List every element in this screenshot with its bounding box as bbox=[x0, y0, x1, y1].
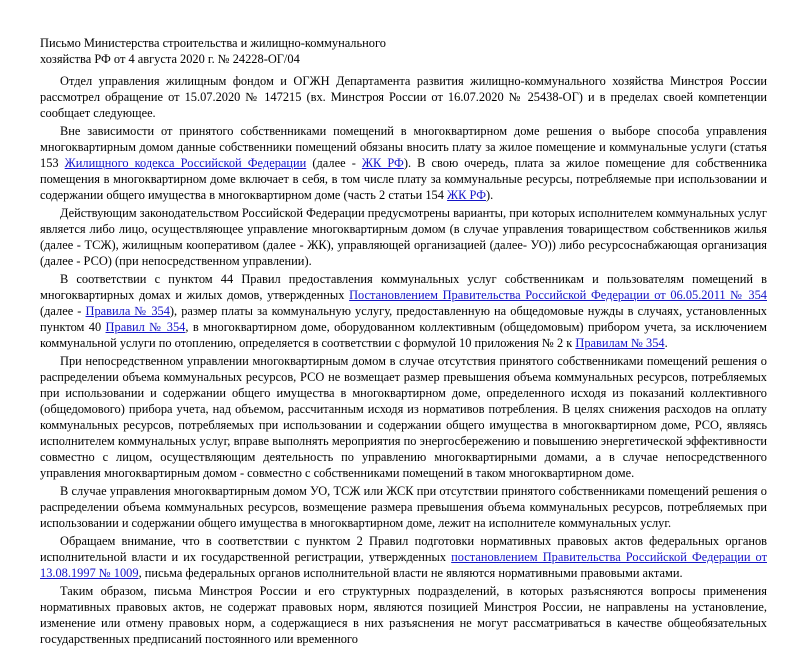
link-resolution-354[interactable]: Постановлением Правительства Российской Федерации от 06.05.2011 № 354 bbox=[349, 288, 767, 302]
text-fragment: ). В свою очередь, плата за жилое помещение для собственника помещения в многоквартирном доме включает в себя, в том числе плату за коммунальные ресурсы, потребляемые при использовании и содержании общего имущества в многоквартирном доме (часть 2 статьи 154 bbox=[40, 156, 767, 202]
link-zhk-rf[interactable]: ЖК РФ bbox=[361, 156, 404, 170]
link-rules-354[interactable]: Правила № 354 bbox=[85, 304, 170, 318]
paragraph-managing-organization: В случае управления многоквартирным домом УО, ТСЖ или ЖСК при отсутствии принятого собственниками помещений решения о распределении объема коммунальных ресурсов, возмещение размера превышения объема коммунальных ресурсов, потребляемых при использовании и содержании общего имущества в многоквартирном доме, лежит на исполнителе коммунальных услуг. bbox=[40, 484, 767, 530]
document-title-line2: хозяйства РФ от 4 августа 2020 г. № 24228-ОГ/04 bbox=[40, 52, 300, 66]
link-rules-354-clause-40[interactable]: Правил № 354 bbox=[105, 320, 186, 334]
link-zhk-rf-article-154[interactable]: ЖК РФ bbox=[447, 188, 486, 202]
text-fragment: Обращаем внимание, что в соответствии с пунктом 2 Правил подготовки нормативных правовых актов федеральных органов исполнительной власти и их государственной регистрации, утвержденных bbox=[40, 534, 767, 564]
text-fragment: (далее - bbox=[40, 304, 86, 318]
paragraph-normative-acts bbox=[40, 533, 767, 581]
paragraph-direct-management: При непосредственном управлении многоквартирным домом в случае отсутствия принятого собственниками помещений решения о распределении объема коммунальных ресурсов, РСО не возмещает размер превышения объема коммунальных ресурсов, потребляемых при использовании и содержании общего имущества в многоквартирном доме, определенного исходя из показаний коллективного (общедомового) прибора учета, над объемом, рассчитанным исходя из нормативов потребления. В целях снижения расходов на оплату коммунальных ресурсов, потребляемых при использовании и содержании общего имущества в многоквартирном доме, РСО, являясь исполнителем коммунальных услуг, вправе выполнять мероприятия по энергосбережению и повышению энергетической эффективности совместно с лицом, осуществляющим деятельность по управлению многоквартирными домами, а в случае непосредственного управления многоквартирным домом - совместно с собственниками помещений в таком многоквартирном доме. bbox=[40, 354, 767, 480]
text-fragment: ). bbox=[485, 188, 494, 202]
document-page bbox=[40, 35, 767, 649]
link-rules-354-appendix[interactable]: Правилам № 354 bbox=[575, 336, 665, 350]
paragraph-conclusion: Таким образом, письма Минстроя России и его структурных подразделений, в которых разъясняются вопросы применения нормативных правовых актов, не содержат правовых норм, являются позицией Минстроя России, не направлены на установление, изменение или отмену правовых норм, а содержащиеся в них разъяснения не могут рассматриваться в качестве общеобязательных государственных предписаний постоянного или временного bbox=[40, 584, 767, 646]
text-fragment: В соответствии с пунктом 44 Правил предоставления коммунальных услуг собственникам и пользователям помещений в многоквартирных домах и жилых домов, утвержденных bbox=[40, 272, 767, 302]
link-resolution-1009[interactable]: постановлением Правительства Российской Федерации от 13.08.1997 № 1009 bbox=[40, 550, 767, 580]
text-fragment: Вне зависимости от принятого собственниками помещений в многоквартирном доме решения о выборе способа управления многоквартирным домом данные собственники помещений обязаны вносить плату за жилое помещение и коммунальные услуги (статья 153 bbox=[40, 124, 767, 170]
text-fragment: , в многоквартирном доме, оборудованном коллективным (общедомовым) прибором учета, за исключением коммунальной услуги по отоплению, определяется в соответствии с формулой 10 приложения № 2 к bbox=[40, 320, 768, 350]
document-title-line1: Письмо Министерства строительства и жилищно-коммунального bbox=[40, 36, 386, 50]
text-fragment: , письма федеральных органов исполнительной власти не являются нормативными правовыми актами. bbox=[138, 566, 683, 580]
text-fragment: (далее - bbox=[306, 156, 362, 170]
paragraph-payment-obligation bbox=[40, 123, 767, 203]
text-fragment: . bbox=[664, 336, 668, 350]
paragraph-rules-354 bbox=[40, 271, 767, 351]
link-housing-code[interactable]: Жилищного кодекса Российской Федерации bbox=[64, 156, 307, 170]
paragraph-intro: Отдел управления жилищным фондом и ОГЖН Департамента развития жилищно-коммунального хозяйства Минстроя России рассмотрел обращение от 15.07.2020 № 147215 (вх. Минстроя России от 16.07.2020 № 25438-ОГ) и в пределах своей компетенции сообщает следующее. bbox=[40, 74, 767, 120]
document-title bbox=[40, 35, 767, 67]
text-fragment: ), размер платы за коммунальную услугу, предоставленную на общедомовые нужды в случаях, установленных пунктом 40 bbox=[40, 304, 767, 334]
paragraph-service-providers: Действующим законодательством Российской Федерации предусмотрены варианты, при которых исполнителем коммунальных услуг является либо лицо, осуществляющее управление многоквартирным домом (в случае управления товариществом собственников жилья (далее - ТСЖ), жилищным кооперативом (далее - ЖК), управляющей организацией (далее- УО)) либо ресурсоснабжающая организация (далее - РСО) (при непосредственном управлении). bbox=[40, 206, 767, 268]
